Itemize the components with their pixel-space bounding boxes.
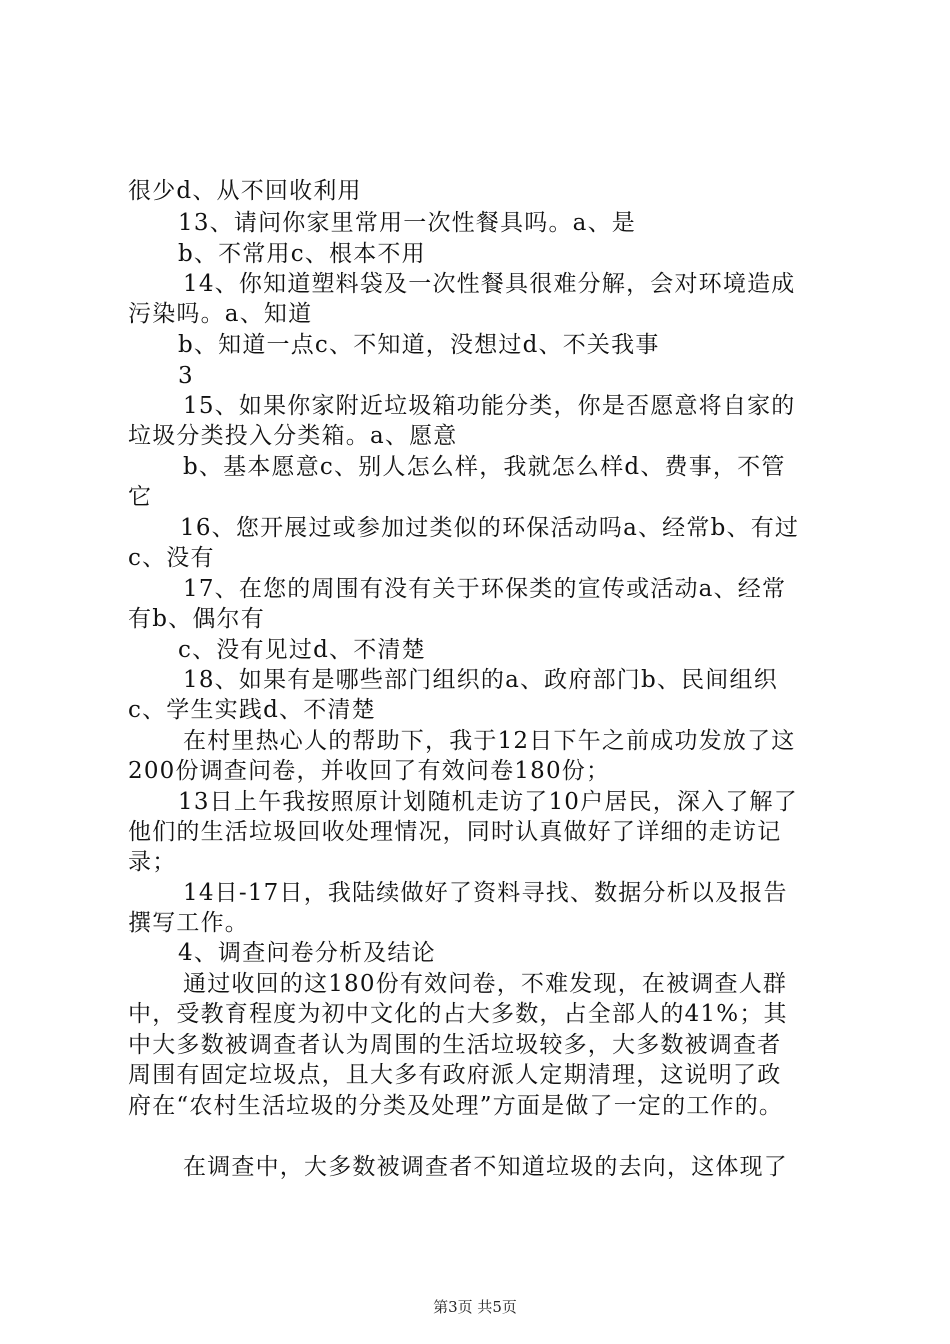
text-line: 13、请问你家里常用一次性餐具吗。a、是 <box>178 210 636 236</box>
text-line: 撰写工作。 <box>128 910 249 936</box>
text-line: 垃圾分类投入分类箱。a、愿意 <box>128 423 458 449</box>
text-line: c、没有见过d、不清楚 <box>178 637 426 663</box>
text-line: 在调查中，大多数被调查者不知道垃圾的去向，这体现了 <box>183 1154 788 1180</box>
text-line: 污染吗。a、知道 <box>128 301 313 327</box>
text-line: 4、调查问卷分析及结论 <box>178 940 436 966</box>
text-line: c、没有 <box>128 545 215 571</box>
text-line: b、不常用c、根本不用 <box>178 241 426 267</box>
text-line: 16、您开展过或参加过类似的环保活动吗a、经常b、有过 <box>180 515 800 541</box>
text-line: 中大多数被调查者认为周围的生活垃圾较多，大多数被调查者 <box>128 1032 782 1058</box>
text-line: 有b、偶尔有 <box>128 606 265 632</box>
text-line: 中，受教育程度为初中文化的占大多数，占全部人的41%；其 <box>128 1001 788 1027</box>
text-line: 录； <box>128 849 177 875</box>
text-line: 3 <box>178 363 194 389</box>
text-line: 15、如果你家附近垃圾箱功能分类，你是否愿意将自家的 <box>183 393 796 419</box>
text-line: 府在“农村生活垃圾的分类及处理”方面是做了一定的工作的。 <box>128 1093 784 1119</box>
text-line: 17、在您的周围有没有关于环保类的宣传或活动a、经常 <box>183 576 787 602</box>
text-line: 18、如果有是哪些部门组织的a、政府部门b、民间组织 <box>183 667 778 693</box>
page-footer: 第3页 共5页 <box>433 1298 517 1316</box>
text-line: b、知道一点c、不知道，没想过d、不关我事 <box>178 332 660 358</box>
text-line: 周围有固定垃圾点，且大多有政府派人定期清理，这说明了政 <box>128 1062 782 1088</box>
text-line: 在村里热心人的帮助下，我于12日下午之前成功发放了这 <box>183 728 796 754</box>
text-line: c、学生实践d、不清楚 <box>128 697 376 723</box>
text-line: 200份调查问卷，并收回了有效问卷180份； <box>128 758 611 784</box>
text-line: 很少d、从不回收利用 <box>128 178 362 204</box>
text-line: 13日上午我按照原计划随机走访了10户居民，深入了解了 <box>178 789 798 815</box>
text-line: 它 <box>128 484 153 510</box>
text-line: b、基本愿意c、别人怎么样，我就怎么样d、费事，不管 <box>183 454 786 480</box>
text-line: 14、你知道塑料袋及一次性餐具很难分解，会对环境造成 <box>183 271 796 297</box>
text-line: 14日-17日，我陆续做好了资料寻找、数据分析以及报告 <box>183 880 788 906</box>
text-line: 他们的生活垃圾回收处理情况，同时认真做好了详细的走访记 <box>128 819 782 845</box>
text-line: 通过收回的这180份有效问卷，不难发现，在被调查人群 <box>183 971 788 997</box>
